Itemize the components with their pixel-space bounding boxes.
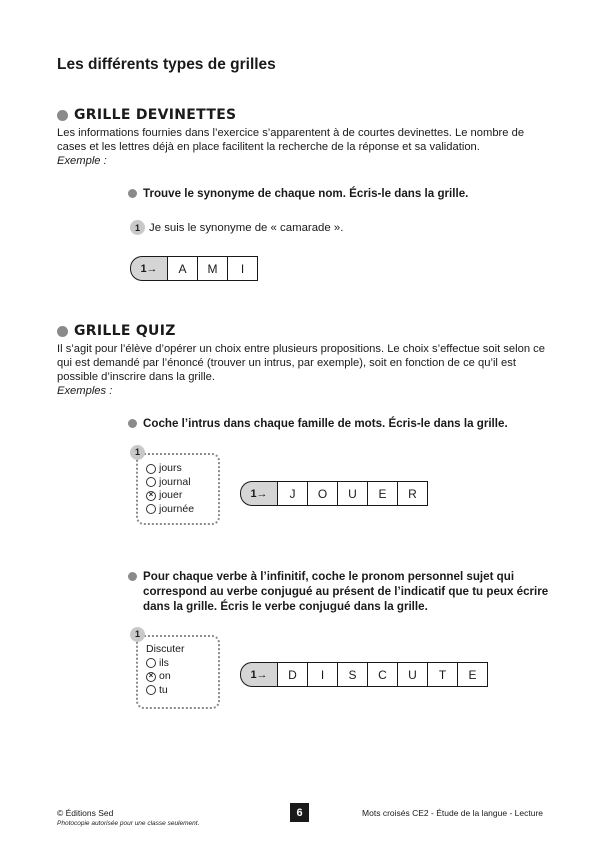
- crossword-grid: [130, 256, 258, 281]
- page-title: Les différents types de grilles: [57, 56, 276, 73]
- grid-cell[interactable]: E: [368, 481, 398, 506]
- section-paragraph: Il s’agit pour l’élève d’opérer un choix entre plusieurs propositions. Le choix s’effectue soit selon ce qui est demandé par l’énoncé (trouver un intrus, par exemple), soit en fonction de ce qu’il est possible d’inscrire dans la grille.: [57, 343, 545, 383]
- grid-cell[interactable]: D: [277, 662, 308, 687]
- bullet-icon: [128, 189, 137, 198]
- section-heading-quiz: [57, 323, 176, 339]
- example-label: Exemples :: [57, 385, 113, 397]
- verb-label: Discuter: [146, 643, 185, 655]
- choice-number: 1: [130, 445, 145, 460]
- example-label: Exemple :: [57, 155, 107, 167]
- instruction: [128, 569, 553, 614]
- option[interactable]: [146, 489, 194, 503]
- grid-cell[interactable]: E: [458, 662, 488, 687]
- instruction-text: Pour chaque verbe à l’infinitif, coche le pronom personnel sujet qui correspond au verbe conjugué au présent de l’indicatif que tu peux écrire dans la grille. Écris le verbe conjugué dans la grille.: [143, 570, 549, 613]
- bullet-icon: [128, 419, 137, 428]
- option[interactable]: [146, 670, 185, 684]
- clue-number: 1: [130, 220, 145, 235]
- grid-cell[interactable]: M: [198, 256, 228, 281]
- option-label: on: [159, 670, 171, 682]
- grid-cell[interactable]: U: [398, 662, 428, 687]
- radio-checked-icon[interactable]: [146, 672, 156, 682]
- radio-icon[interactable]: [146, 464, 156, 474]
- grid-cell[interactable]: T: [428, 662, 458, 687]
- instruction: [128, 186, 548, 201]
- instruction-text: Trouve le synonyme de chaque nom. Écris-le dans la grille.: [143, 187, 469, 200]
- section-text-quiz: [57, 342, 545, 398]
- section-paragraph: Les informations fournies dans l’exercice s’apparentent à de courtes devinettes. Le nombre de cases et les lettres déjà en place facilitent la recherche de la réponse et sa validation.: [57, 127, 525, 153]
- page-number: 6: [290, 803, 309, 822]
- choice-box: [134, 628, 220, 709]
- footer-note: Photocopie autorisée pour une classe seulement.: [57, 820, 200, 827]
- radio-checked-icon[interactable]: [146, 491, 156, 501]
- radio-icon[interactable]: [146, 477, 156, 487]
- instruction-text: Coche l’intrus dans chaque famille de mots. Écris-le dans la grille.: [143, 417, 508, 430]
- option-label: journée: [159, 502, 195, 515]
- clue: [130, 220, 343, 235]
- grid-label: 1→: [130, 256, 167, 281]
- option[interactable]: [146, 657, 185, 671]
- grid-cell[interactable]: U: [338, 481, 368, 506]
- option-label: journal: [159, 475, 191, 488]
- choice-box: [134, 446, 220, 525]
- choice-number: 1: [130, 627, 145, 642]
- footer-series: Mots croisés CE2 - Étude de la langue - Lecture: [362, 808, 543, 818]
- clue-text: Je suis le synonyme de « camarade ».: [149, 221, 344, 234]
- grid-cell[interactable]: C: [368, 662, 398, 687]
- grid-cell[interactable]: I: [308, 662, 338, 687]
- option-label: jouer: [159, 489, 183, 501]
- option-label: jours: [159, 462, 182, 474]
- crossword-grid: [240, 481, 428, 506]
- section-title: GRILLE QUIZ: [74, 323, 176, 339]
- instruction: [128, 416, 548, 431]
- option[interactable]: [146, 684, 185, 698]
- grid-label: 1→: [240, 662, 277, 687]
- section-text-devinettes: [57, 126, 545, 168]
- option[interactable]: [146, 476, 194, 490]
- radio-icon[interactable]: [146, 504, 156, 514]
- bullet-icon: [57, 326, 68, 337]
- grid-cell[interactable]: S: [338, 662, 368, 687]
- option-label: ils: [159, 656, 169, 669]
- option[interactable]: [146, 503, 194, 517]
- option[interactable]: [146, 462, 194, 476]
- section-heading-devinettes: [57, 107, 236, 123]
- bullet-icon: [57, 110, 68, 121]
- grid-cell[interactable]: A: [167, 256, 198, 281]
- crossword-grid: [240, 662, 488, 687]
- bullet-icon: [128, 572, 137, 581]
- grid-cell[interactable]: R: [398, 481, 428, 506]
- option-label: tu: [159, 683, 168, 696]
- grid-cell[interactable]: I: [228, 256, 258, 281]
- grid-label: 1→: [240, 481, 277, 506]
- grid-cell[interactable]: O: [308, 481, 338, 506]
- radio-icon[interactable]: [146, 685, 156, 695]
- grid-cell[interactable]: J: [277, 481, 308, 506]
- radio-icon[interactable]: [146, 658, 156, 668]
- section-title: GRILLE DEVINETTES: [74, 107, 237, 123]
- footer-publisher: © Éditions Sed: [57, 808, 114, 818]
